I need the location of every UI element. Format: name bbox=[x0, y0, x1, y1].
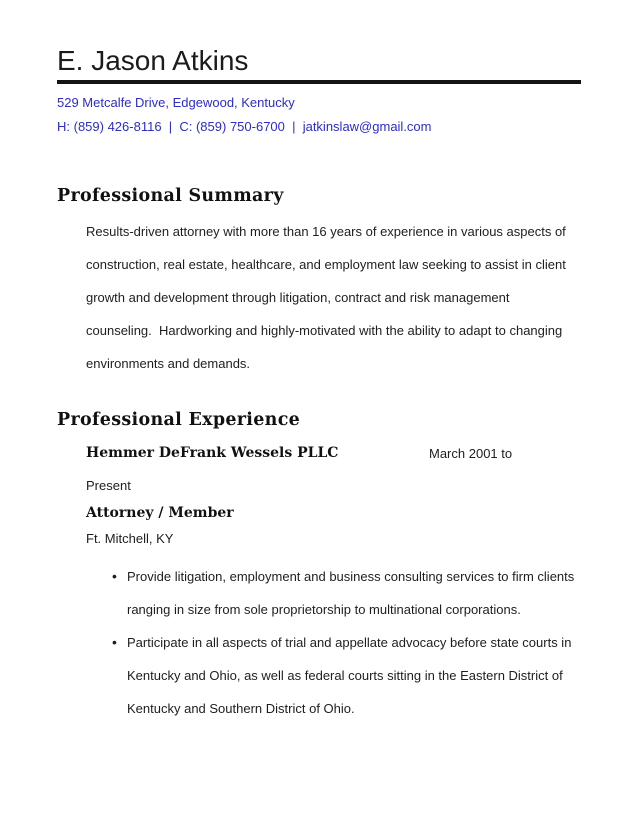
bullet-line: Kentucky and Ohio, as well as federal courts sitting in the Eastern District of bbox=[127, 668, 563, 683]
job-end-date: Present bbox=[86, 478, 131, 493]
summary-line: construction, real estate, healthcare, and employment law seeking to assist in client bbox=[86, 257, 566, 272]
job-title: Attorney / Member bbox=[86, 505, 234, 521]
contact-line: H: (859) 426-8116 | C: (859) 750-6700 | jatkinslaw@gmail.com bbox=[57, 119, 432, 134]
job-header-row bbox=[86, 445, 581, 461]
address-line: 529 Metcalfe Drive, Edgewood, Kentucky bbox=[57, 95, 295, 110]
summary-line: environments and demands. bbox=[86, 356, 251, 371]
bullet-line: Provide litigation, employment and business consulting services to firm clients bbox=[127, 569, 575, 584]
bullet-item bbox=[86, 626, 581, 725]
bullet-dot-icon: • bbox=[112, 568, 117, 584]
summary-line: Results-driven attorney with more than 16 years of experience in various aspects of bbox=[86, 224, 566, 239]
job-location: Ft. Mitchell, KY bbox=[86, 531, 174, 546]
summary-paragraph bbox=[86, 215, 581, 380]
summary-line: counseling. Hardworking and highly-motivated with the ability to adapt to changing bbox=[86, 323, 563, 338]
title-underline-rule bbox=[57, 80, 581, 84]
bullet-item bbox=[86, 560, 581, 626]
job-entry bbox=[86, 445, 581, 725]
bullet-dot-icon: • bbox=[112, 634, 117, 650]
experience-section-heading: Professional Experience bbox=[57, 410, 301, 430]
job-start-date: March 2001 to bbox=[429, 446, 513, 461]
company-name: Hemmer DeFrank Wessels PLLC bbox=[86, 445, 339, 461]
job-bullet-list bbox=[86, 560, 581, 725]
summary-line: growth and development through litigation, contract and risk management bbox=[86, 290, 510, 305]
bullet-line: Participate in all aspects of trial and appellate advocacy before state courts in bbox=[127, 635, 572, 650]
summary-section-heading: Professional Summary bbox=[57, 186, 284, 206]
resume-name-heading: E. Jason Atkins bbox=[57, 45, 249, 76]
bullet-line: Kentucky and Southern District of Ohio. bbox=[127, 701, 355, 716]
bullet-line: ranging in size from sole proprietorship to multinational corporations. bbox=[127, 602, 521, 617]
